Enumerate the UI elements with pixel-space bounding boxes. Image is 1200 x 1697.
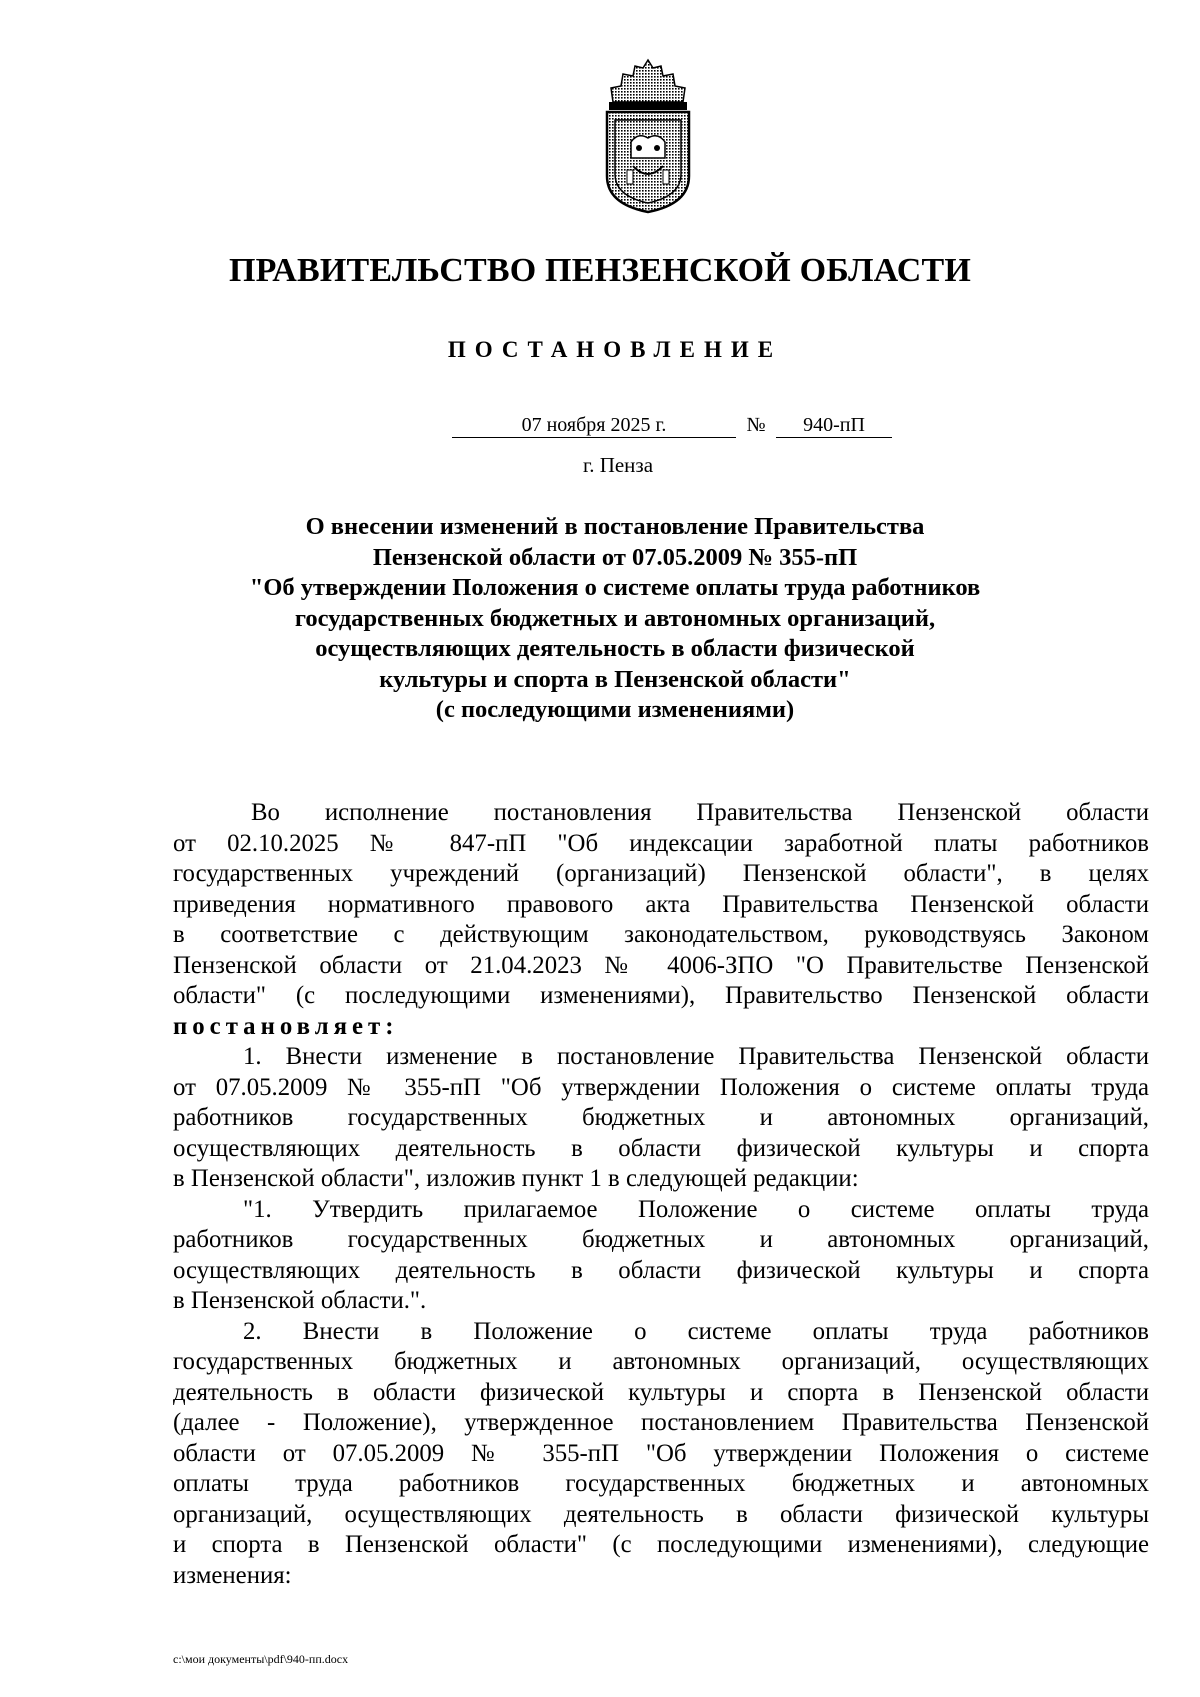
document-type: ПОСТАНОВЛЕНИЕ: [447, 337, 783, 362]
body-line: [173, 1012, 1149, 1043]
item-1-paragraph: [173, 1042, 1149, 1195]
body-line: приведения нормативного правового акта Правительства Пензенской области: [173, 890, 1149, 918]
coat-of-arms-icon: [603, 58, 693, 214]
body-line: Во исполнение постановления Правительства Пензенской области: [251, 799, 1149, 826]
body-line: оплаты труда работников государственных бюджетных и автономных: [173, 1470, 1149, 1497]
document-city: г. Пенза: [582, 453, 654, 477]
body-line: работников государственных бюджетных и автономных организаций,: [173, 1226, 1149, 1253]
body-line: работников государственных бюджетных и автономных организаций,: [173, 1104, 1149, 1131]
document-body: [173, 798, 1149, 1591]
file-path-footer: c:\мои документы\pdf\940-пп.docx: [173, 1652, 349, 1666]
quote-paragraph: [173, 1195, 1149, 1317]
body-line: "1. Утвердить прилагаемое Положение о системе оплаты труда: [243, 1195, 1149, 1223]
body-line: от 02.10.2025 № 847-пП "Об индексации заработной платы работников: [173, 829, 1149, 857]
body-line: 1. Внести изменение в постановление Правительства Пензенской области: [243, 1043, 1149, 1070]
resolves-word: постановляет:: [173, 1012, 399, 1040]
body-line: и спорта в Пензенской области" (с последующими изменениями), следующие: [173, 1531, 1149, 1558]
item-2-paragraph: [173, 1317, 1149, 1592]
body-line: государственных учреждений (организаций) Пензенской области", в целях: [173, 860, 1149, 887]
body-line: осуществляющих деятельность в области физической культуры и спорта: [173, 1256, 1149, 1284]
title-line: государственных бюджетных и автономных организаций,: [294, 604, 936, 632]
title-line: культуры и спорта в Пензенской области": [379, 665, 851, 693]
organization-name: ПРАВИТЕЛЬСТВО ПЕНЗЕНСКОЙ ОБЛАСТИ: [228, 252, 971, 289]
body-line: Пензенской области от 21.04.2023 № 4006-ЗПО "О Правительстве Пензенской: [173, 951, 1149, 979]
title-line: "Об утверждении Положения о системе оплаты труда работников: [249, 574, 981, 601]
body-line: в Пензенской области.".: [173, 1287, 427, 1314]
document-title: [0, 512, 1200, 726]
date-number-line: [452, 413, 892, 438]
body-line: 2. Внести в Положение о системе оплаты труда работников: [243, 1317, 1149, 1345]
preamble-paragraph: [173, 798, 1149, 1042]
body-line: в Пензенской области", изложив пункт 1 в следующей редакции:: [173, 1165, 859, 1192]
body-line: организаций, осуществляющих деятельность в области физической культуры: [173, 1500, 1149, 1528]
title-line: О внесении изменений в постановление Правительства: [305, 513, 925, 540]
body-line: деятельность в области физической культуры и спорта в Пензенской области: [173, 1378, 1149, 1406]
body-line: осуществляющих деятельность в области физической культуры и спорта: [173, 1134, 1149, 1162]
body-line: (далее - Положение), утвержденное постановлением Правительства Пензенской: [173, 1409, 1149, 1436]
title-line: осуществляющих деятельность в области физической: [315, 635, 915, 662]
body-line: области от 07.05.2009 № 355-пП "Об утверждении Положения о системе: [173, 1439, 1149, 1467]
body-line: области" (с последующими изменениями), Правительство Пензенской области: [173, 982, 1149, 1009]
title-line: (с последующими изменениями): [435, 696, 795, 723]
title-line: Пензенской области от 07.05.2009 № 355-пП: [372, 543, 858, 571]
body-line: в соответствие с действующим законодательством, руководствуясь Законом: [173, 921, 1149, 948]
document-number: 940-пП: [776, 413, 892, 438]
body-line: изменения:: [173, 1561, 292, 1589]
body-line: государственных бюджетных и автономных организаций, осуществляющих: [173, 1348, 1149, 1375]
document-date: 07 ноября 2025 г.: [452, 413, 736, 438]
number-sign: №: [746, 414, 766, 436]
body-line: от 07.05.2009 № 355-пП "Об утверждении Положения о системе оплаты труда: [173, 1073, 1149, 1101]
